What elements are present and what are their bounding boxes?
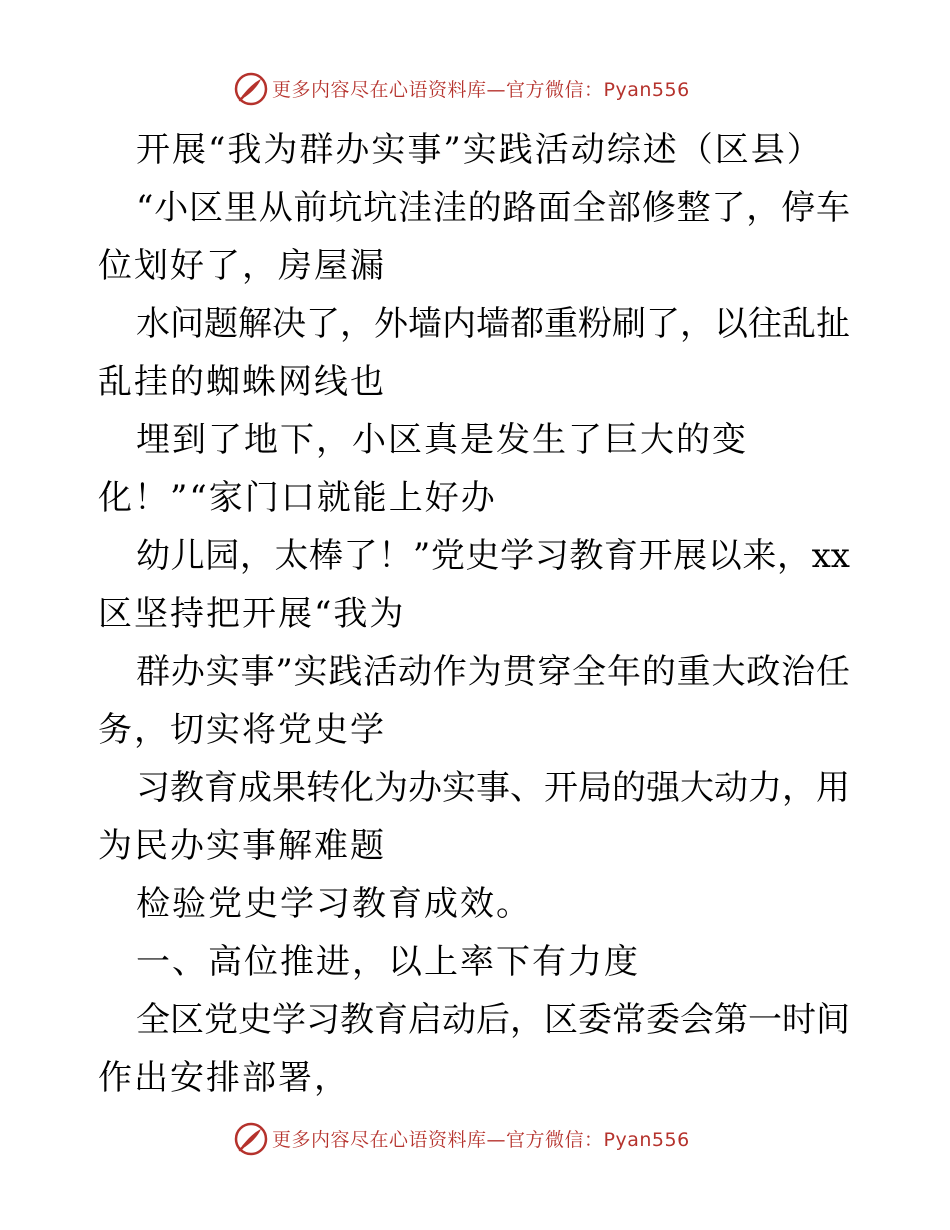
- document-title: 开展“我为群办实事”实践活动综述（区县）: [136, 130, 823, 170]
- paragraph-line: 群 办 实 事 ” 实 践 活 动 作 为 贯 穿 全 年 的 重 大 政 治 任: [136, 652, 850, 692]
- section-heading: 一、高位推进，以上率下有力度: [136, 942, 640, 982]
- footer-banner: [0, 1120, 950, 1160]
- paragraph-line: 习 教 育 成 果 转 化 为 办 实 事 、 开 局 的 强 大 动 力 ， 用: [136, 768, 850, 808]
- paragraph-line: 区坚持把开展“我为: [98, 594, 406, 634]
- paragraph-line: 幼 儿 园 ， 太 棒 了 ！ ” 党 史 学 习 教 育 开 展 以 来 ， xx: [136, 536, 850, 576]
- quill-pen-circle-icon: [234, 1122, 268, 1156]
- paragraph-line: “ 小 区 里 从 前 坑 坑 洼 洼 的 路 面 全 部 修 整 了 ， 停 车: [136, 188, 850, 228]
- paragraph-line: 水 问 题 解 决 了 ， 外 墙 内 墙 都 重 粉 刷 了 ， 以 往 乱 扯: [136, 304, 850, 344]
- paragraph-line: 全 区 党 史 学 习 教 育 启 动 后 ， 区 委 常 委 会 第 一 时 间: [136, 1000, 850, 1040]
- paragraph-line: 位划好了，房屋漏: [98, 246, 386, 286]
- paragraph-line: 检验党史学习教育成效。: [136, 884, 532, 924]
- paragraph-line: 作出安排部署，: [98, 1058, 350, 1098]
- header-banner-text: 更多内容尽在心语资料库—官方微信：Pyan556: [272, 79, 690, 101]
- footer-banner-text: 更多内容尽在心语资料库—官方微信：Pyan556: [272, 1129, 690, 1151]
- header-banner: [0, 70, 950, 110]
- paragraph-line: 为民办实事解难题: [98, 826, 386, 866]
- quill-pen-circle-icon: [234, 72, 268, 106]
- paragraph-line: 乱挂的蜘蛛网线也: [98, 362, 386, 402]
- paragraph-line: 化！”“家门口就能上好办: [98, 478, 497, 518]
- paragraph-line: 埋到了地下，小区真是发生了巨大的变: [136, 420, 748, 460]
- document-body: [0, 120, 950, 1110]
- paragraph-line: 务，切实将党史学: [98, 710, 386, 750]
